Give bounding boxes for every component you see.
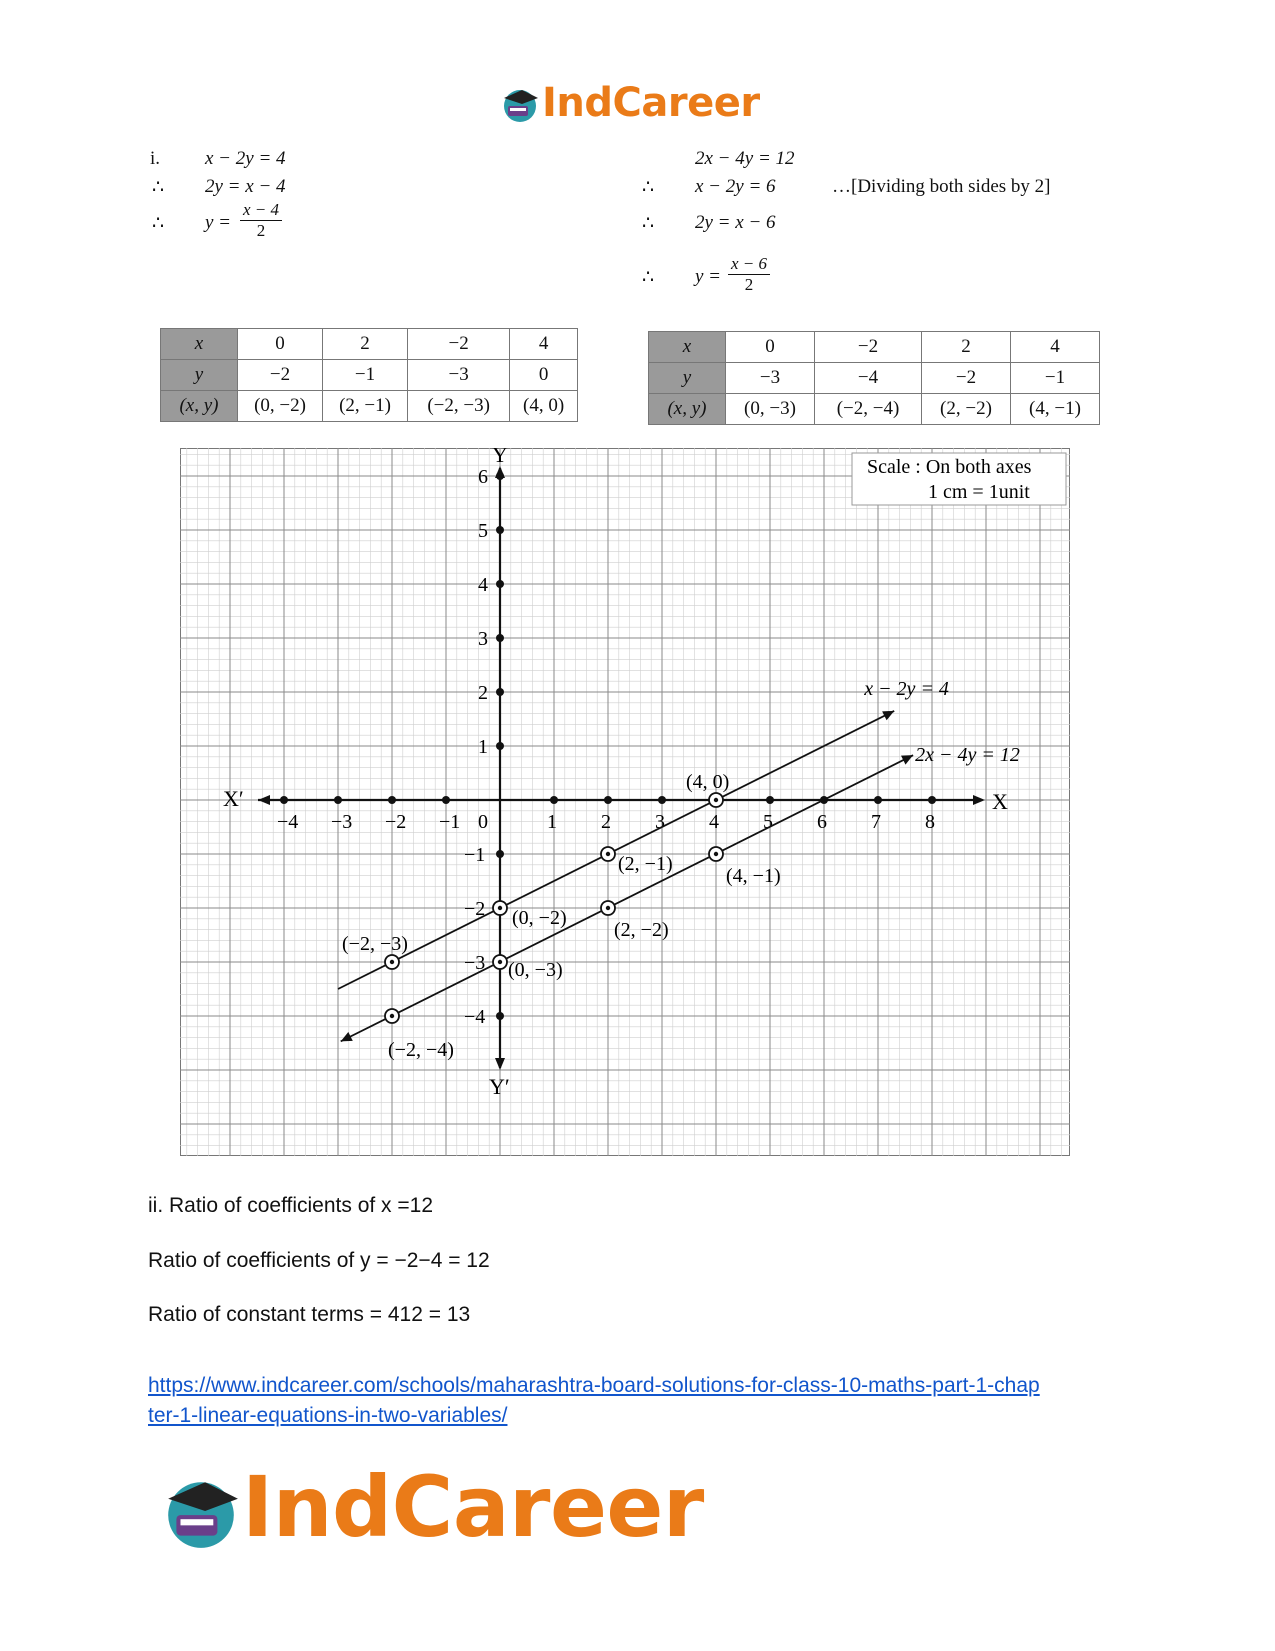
data-point-center [714,852,718,856]
therefore-symbol: ∴ [642,267,655,288]
left-equation-steps [150,148,570,258]
x-tick-label: 8 [925,811,935,833]
x-tick-label: 4 [709,811,719,833]
fraction [240,200,282,241]
row-header: y [649,363,726,394]
series-label: x − 2y = 4 [864,677,949,700]
fraction [728,254,770,295]
table-cell: −4 [814,363,921,394]
point-label: (−2, −3) [342,933,408,955]
y-tick-label: 4 [478,574,488,596]
ratio-line: ii. Ratio of coefficients of x =12 [148,1194,434,1217]
table-cell: 4 [1010,332,1099,363]
y-tick-label: −1 [464,844,486,866]
ratio-line: Ratio of constant terms = 412 = 13 [148,1303,471,1326]
y-tick-dot [496,526,504,534]
row-header: x [161,329,238,360]
table-cell: (−2, −4) [814,394,921,425]
link-text[interactable]: https://www.indcareer.com/schools/maharashtra-board-solutions-for-class-10-maths-part-1-chap [148,1374,1040,1397]
table-cell: (4, −1) [1010,394,1099,425]
equation-line: 2x − 4y = 12 [695,148,795,169]
table-row [161,391,578,422]
row-header: y [161,360,238,391]
x-axis-label: X [992,789,1008,814]
table-cell: (4, 0) [510,391,578,422]
row-header: x [649,332,726,363]
x-tick-label: 2 [601,811,611,833]
x-tick-dot [874,796,882,804]
y-tick-label: 3 [478,628,488,650]
table-cell: −2 [408,329,510,360]
y-tick-dot [496,688,504,696]
x-neg-axis-label: X′ [223,786,244,811]
row-header: (x, y) [649,394,726,425]
series-label: 2x − 4y = 12 [915,744,1020,767]
point-label: (4, 0) [686,771,730,793]
x-tick-label: −1 [439,811,461,833]
graduation-cap-icon [500,84,540,124]
x-tick-dot [280,796,288,804]
y-tick-label: −2 [464,898,486,920]
table-cell: −1 [1010,363,1099,394]
data-point-center [390,960,394,964]
equation-line: y = [695,266,722,287]
equation-line: x − 2y = 6 [695,176,776,197]
equation-note: …[Dividing both sides by 2] [832,176,1051,197]
table-cell: 4 [510,329,578,360]
x-tick-label: −2 [385,811,407,833]
y-tick-label: 1 [478,736,488,758]
x-tick-dot [334,796,342,804]
y-tick-label: −4 [464,1006,486,1028]
data-point-center [390,1014,394,1018]
table-cell: 0 [510,360,578,391]
equation-line: 2y = x − 4 [205,176,286,197]
point-label: (4, −1) [726,865,781,887]
point-label: (−2, −4) [388,1039,454,1061]
point-label: (2, −2) [614,919,669,941]
fraction-numerator: x − 4 [240,200,282,221]
table-cell: −1 [323,360,408,391]
table-cell: (2, −2) [922,394,1011,425]
y-tick-dot [496,634,504,642]
fraction-denominator: 2 [744,275,754,294]
table-cell: 2 [323,329,408,360]
equation-line: 2y = x − 6 [695,212,776,233]
table-cell: −2 [238,360,323,391]
x-tick-label: 1 [547,811,557,833]
y-tick-dot [496,580,504,588]
x-tick-dot [550,796,558,804]
x-tick-label: 6 [817,811,827,833]
y-tick-label: −3 [464,952,486,974]
equation-line: x − 2y = 4 [205,148,286,169]
data-point-center [606,906,610,910]
y-tick-label: 6 [478,466,488,488]
link-text[interactable]: ter-1-linear-equations-in-two-variables/ [148,1404,508,1427]
logo-wordmark: IndCareer [542,80,760,126]
origin-label: 0 [478,811,488,833]
table-cell: 0 [238,329,323,360]
grid-lines [180,448,1070,1156]
x-tick-label: −3 [331,811,353,833]
table-cell: −3 [726,363,815,394]
y-tick-dot [496,472,504,480]
x-tick-label: −4 [277,811,299,833]
x-tick-dot [442,796,450,804]
x-tick-dot [928,796,936,804]
table-cell: 0 [726,332,815,363]
table-row [161,360,578,391]
table-row [161,329,578,360]
graph-paper [180,448,1070,1156]
table-cell: (0, −2) [238,391,323,422]
table-row [649,332,1100,363]
y-tick-dot [496,742,504,750]
therefore-symbol: ∴ [642,213,655,234]
table-cell: −2 [814,332,921,363]
source-link[interactable] [148,1371,1228,1431]
point-label: (2, −1) [618,853,673,875]
step-label: i. [150,148,161,169]
table-row [649,394,1100,425]
y-tick-dot [496,850,504,858]
logo-wordmark: IndCareer [242,1458,704,1556]
row-header: (x, y) [161,391,238,422]
values-table-1 [160,328,578,422]
ratio-line: Ratio of coefficients of y = −2−4 = 12 [148,1249,490,1272]
x-tick-label: 3 [655,811,665,833]
data-point-center [714,798,718,802]
table-cell: −3 [408,360,510,391]
x-tick-label: 5 [763,811,773,833]
equation-line: y = [205,212,232,233]
therefore-symbol: ∴ [642,177,655,198]
table-cell: 2 [922,332,1011,363]
point-label: (0, −3) [508,959,563,981]
indcareer-logo-top [500,80,780,130]
x-tick-label: 7 [871,811,881,833]
therefore-symbol: ∴ [152,213,165,234]
y-tick-label: 2 [478,682,488,704]
table-cell: (2, −1) [323,391,408,422]
graduation-cap-icon [160,1470,242,1552]
point-label: (0, −2) [512,907,567,929]
y-axis-label: Y [492,448,508,467]
fraction-denominator: 2 [256,221,266,240]
table-cell: (0, −3) [726,394,815,425]
table-row [649,363,1100,394]
fraction-numerator: x − 6 [728,254,770,275]
indcareer-logo-bottom [160,1460,720,1560]
x-tick-dot [658,796,666,804]
x-tick-dot [388,796,396,804]
y-neg-axis-label: Y′ [489,1074,510,1099]
x-tick-dot [766,796,774,804]
therefore-symbol: ∴ [152,177,165,198]
right-equation-steps [640,148,1120,308]
data-point-center [498,906,502,910]
data-point-center [606,852,610,856]
graph-border [180,448,1070,1156]
table-cell: −2 [922,363,1011,394]
scale-text: Scale : On both axes [867,456,1032,478]
x-tick-dot [604,796,612,804]
values-table-2 [648,331,1100,425]
y-tick-label: 5 [478,520,488,542]
table-cell: (−2, −3) [408,391,510,422]
scale-text: 1 cm = 1unit [928,481,1030,503]
y-tick-dot [496,1012,504,1020]
data-point-center [498,960,502,964]
